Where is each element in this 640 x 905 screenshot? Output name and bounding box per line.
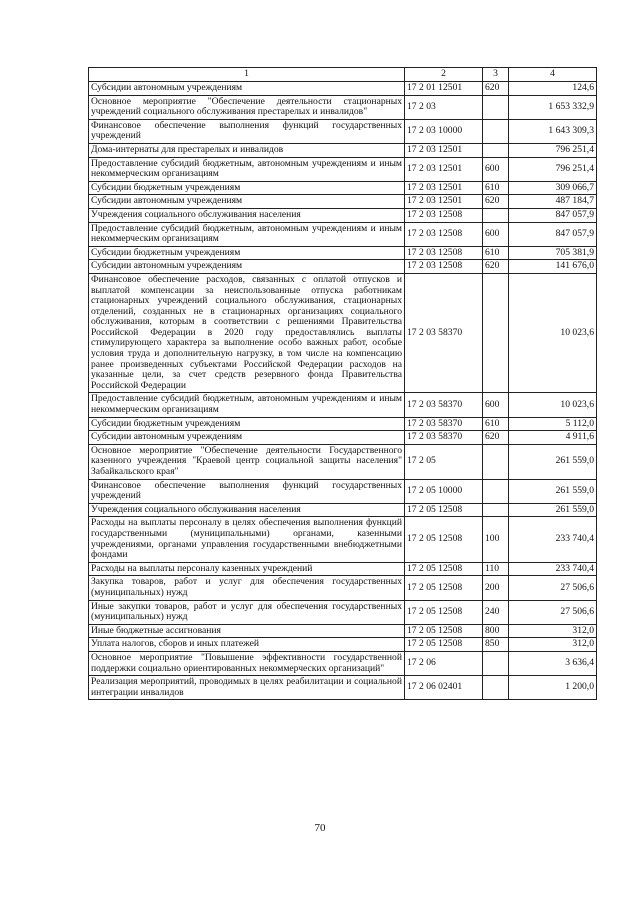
row-name: Расходы на выплаты персоналу в целях обеспечения выполнения функций государственными (муниципальными) органами, казенными учреждениями, органами управления государственными внебюджетными фондами [89, 517, 405, 562]
row-name: Финансовое обеспечение выполнения функций государственных учреждений [89, 479, 405, 503]
table-row [89, 676, 597, 700]
row-amount: 5 112,0 [509, 417, 597, 431]
table-row [89, 600, 597, 624]
row-expense-kind: 200 [483, 576, 509, 600]
row-amount: 10 023,6 [509, 393, 597, 417]
row-code: 17 2 03 58370 [405, 417, 483, 431]
row-code: 17 2 01 12501 [405, 82, 483, 96]
row-amount: 124,6 [509, 82, 597, 96]
row-code: 17 2 05 12508 [405, 600, 483, 624]
table-row [89, 638, 597, 652]
table-row [89, 273, 597, 393]
table-row [89, 444, 597, 479]
table-row [89, 417, 597, 431]
page-number: 70 [314, 822, 326, 834]
row-code: 17 2 03 58370 [405, 431, 483, 445]
row-expense-kind [483, 95, 509, 119]
row-expense-kind: 620 [483, 195, 509, 209]
row-name: Закупка товаров, работ и услуг для обеспечения государственных (муниципальных) нужд [89, 576, 405, 600]
row-amount: 1 653 332,9 [509, 95, 597, 119]
row-expense-kind: 800 [483, 624, 509, 638]
table-row [89, 157, 597, 181]
row-code: 17 2 06 [405, 651, 483, 675]
row-code: 17 2 05 12508 [405, 576, 483, 600]
row-name: Учреждения социального обслуживания населения [89, 503, 405, 517]
row-expense-kind: 610 [483, 246, 509, 260]
table-row [89, 479, 597, 503]
row-name: Иные бюджетные ассигнования [89, 624, 405, 638]
table-row [89, 393, 597, 417]
row-code: 17 2 03 12508 [405, 222, 483, 246]
row-name: Субсидии бюджетным учреждениям [89, 417, 405, 431]
row-code: 17 2 05 10000 [405, 479, 483, 503]
row-amount: 309 066,7 [509, 181, 597, 195]
header-cell-2: 2 [405, 68, 483, 82]
row-amount: 1 643 309,3 [509, 119, 597, 143]
row-amount: 1 200,0 [509, 676, 597, 700]
row-name: Субсидии бюджетным учреждениям [89, 246, 405, 260]
row-amount: 847 057,9 [509, 222, 597, 246]
row-name: Основное мероприятие "Обеспечение деятельности Государственного казенного учреждения "Краевой центр социальной защиты населения" Забайкальского края" [89, 444, 405, 479]
row-code: 17 2 05 12508 [405, 624, 483, 638]
row-expense-kind: 620 [483, 260, 509, 274]
row-expense-kind: 620 [483, 431, 509, 445]
table-row [89, 195, 597, 209]
row-amount: 27 506,6 [509, 600, 597, 624]
table-row [89, 119, 597, 143]
row-name: Иные закупки товаров, работ и услуг для обеспечения государственных (муниципальных) нужд [89, 600, 405, 624]
row-expense-kind [483, 444, 509, 479]
table-row [89, 624, 597, 638]
row-code: 17 2 05 [405, 444, 483, 479]
row-name: Дома-интернаты для престарелых и инвалидов [89, 143, 405, 157]
row-amount: 261 559,0 [509, 444, 597, 479]
row-name: Основное мероприятие "Повышение эффективности государственной поддержки социально ориентированных некоммерческих организаций" [89, 651, 405, 675]
row-amount: 312,0 [509, 638, 597, 652]
row-name: Уплата налогов, сборов и иных платежей [89, 638, 405, 652]
row-amount: 233 740,4 [509, 517, 597, 562]
table-header-row [89, 68, 597, 82]
row-expense-kind: 610 [483, 417, 509, 431]
row-name: Расходы на выплаты персоналу казенных учреждений [89, 562, 405, 576]
row-code: 17 2 03 58370 [405, 273, 483, 393]
row-expense-kind [483, 143, 509, 157]
row-name: Финансовое обеспечение расходов, связанных с оплатой отпусков и выплатой компенсации за неиспользованные отпуска работникам стационарных учреждений социального обслуживания, стационарных отделений, созданных не в стационарных организациях социального обслуживания, которым в соответствии с решениями Правительства Российской Федерации в 2020 году предоставлялись выплаты стимулирующего характера за выполнение особо важных работ, особые условия труда и дополнительную нагрузку, в том числе на компенсацию ранее произведенных субъектами Российской Федерации расходов на указанные цели, за счет средств резервного фонда Правительства Российской Федерации [89, 273, 405, 393]
table-row [89, 208, 597, 222]
row-code: 17 2 05 12508 [405, 562, 483, 576]
table-row [89, 143, 597, 157]
row-code: 17 2 03 12508 [405, 260, 483, 274]
row-expense-kind [483, 119, 509, 143]
row-code: 17 2 03 58370 [405, 393, 483, 417]
row-expense-kind [483, 503, 509, 517]
budget-table [88, 67, 597, 700]
row-name: Основное мероприятие "Обеспечение деятельности стационарных учреждений социального обслуживания престарелых и инвалидов" [89, 95, 405, 119]
row-amount: 141 676,0 [509, 260, 597, 274]
row-expense-kind: 100 [483, 517, 509, 562]
row-amount: 705 381,9 [509, 246, 597, 260]
row-code: 17 2 05 12508 [405, 638, 483, 652]
row-expense-kind: 110 [483, 562, 509, 576]
row-expense-kind: 610 [483, 181, 509, 195]
table-row [89, 82, 597, 96]
row-name: Субсидии автономным учреждениям [89, 431, 405, 445]
row-expense-kind: 850 [483, 638, 509, 652]
row-expense-kind: 240 [483, 600, 509, 624]
row-name: Предоставление субсидий бюджетным, автономным учреждениям и иным некоммерческим организациям [89, 222, 405, 246]
row-expense-kind: 600 [483, 393, 509, 417]
row-code: 17 2 03 10000 [405, 119, 483, 143]
table-row [89, 562, 597, 576]
row-name: Субсидии автономным учреждениям [89, 195, 405, 209]
table-body [89, 68, 597, 700]
row-expense-kind [483, 208, 509, 222]
row-code: 17 2 03 12508 [405, 208, 483, 222]
row-amount: 847 057,9 [509, 208, 597, 222]
header-cell-1: 1 [89, 68, 405, 82]
row-amount: 3 636,4 [509, 651, 597, 675]
row-amount: 27 506,6 [509, 576, 597, 600]
row-expense-kind [483, 273, 509, 393]
table-row [89, 503, 597, 517]
table-row [89, 260, 597, 274]
table-row [89, 95, 597, 119]
row-code: 17 2 05 12508 [405, 517, 483, 562]
row-expense-kind [483, 676, 509, 700]
row-amount: 233 740,4 [509, 562, 597, 576]
row-code: 17 2 03 12501 [405, 195, 483, 209]
row-code: 17 2 03 12508 [405, 246, 483, 260]
table-row [89, 222, 597, 246]
row-expense-kind: 600 [483, 157, 509, 181]
row-expense-kind: 620 [483, 82, 509, 96]
row-name: Субсидии автономным учреждениям [89, 260, 405, 274]
row-code: 17 2 03 [405, 95, 483, 119]
row-name: Субсидии автономным учреждениям [89, 82, 405, 96]
row-amount: 312,0 [509, 624, 597, 638]
row-amount: 10 023,6 [509, 273, 597, 393]
table-row [89, 517, 597, 562]
table-row [89, 576, 597, 600]
row-amount: 4 911,6 [509, 431, 597, 445]
row-code: 17 2 03 12501 [405, 157, 483, 181]
row-expense-kind [483, 651, 509, 675]
row-name: Финансовое обеспечение выполнения функций государственных учреждений [89, 119, 405, 143]
row-amount: 796 251,4 [509, 143, 597, 157]
table-row [89, 181, 597, 195]
row-amount: 487 184,7 [509, 195, 597, 209]
row-expense-kind [483, 479, 509, 503]
row-name: Учреждения социального обслуживания населения [89, 208, 405, 222]
header-cell-3: 3 [483, 68, 509, 82]
row-code: 17 2 03 12501 [405, 143, 483, 157]
row-name: Предоставление субсидий бюджетным, автономным учреждениям и иным некоммерческим организациям [89, 157, 405, 181]
row-name: Предоставление субсидий бюджетным, автономным учреждениям и иным некоммерческим организациям [89, 393, 405, 417]
row-code: 17 2 03 12501 [405, 181, 483, 195]
row-code: 17 2 06 02401 [405, 676, 483, 700]
row-amount: 796 251,4 [509, 157, 597, 181]
table-row [89, 431, 597, 445]
row-name: Субсидии бюджетным учреждениям [89, 181, 405, 195]
row-amount: 261 559,0 [509, 479, 597, 503]
header-cell-4: 4 [509, 68, 597, 82]
row-amount: 261 559,0 [509, 503, 597, 517]
row-name: Реализация мероприятий, проводимых в целях реабилитации и социальной интеграции инвалидов [89, 676, 405, 700]
row-code: 17 2 05 12508 [405, 503, 483, 517]
table-row [89, 246, 597, 260]
table-row [89, 651, 597, 675]
row-expense-kind: 600 [483, 222, 509, 246]
